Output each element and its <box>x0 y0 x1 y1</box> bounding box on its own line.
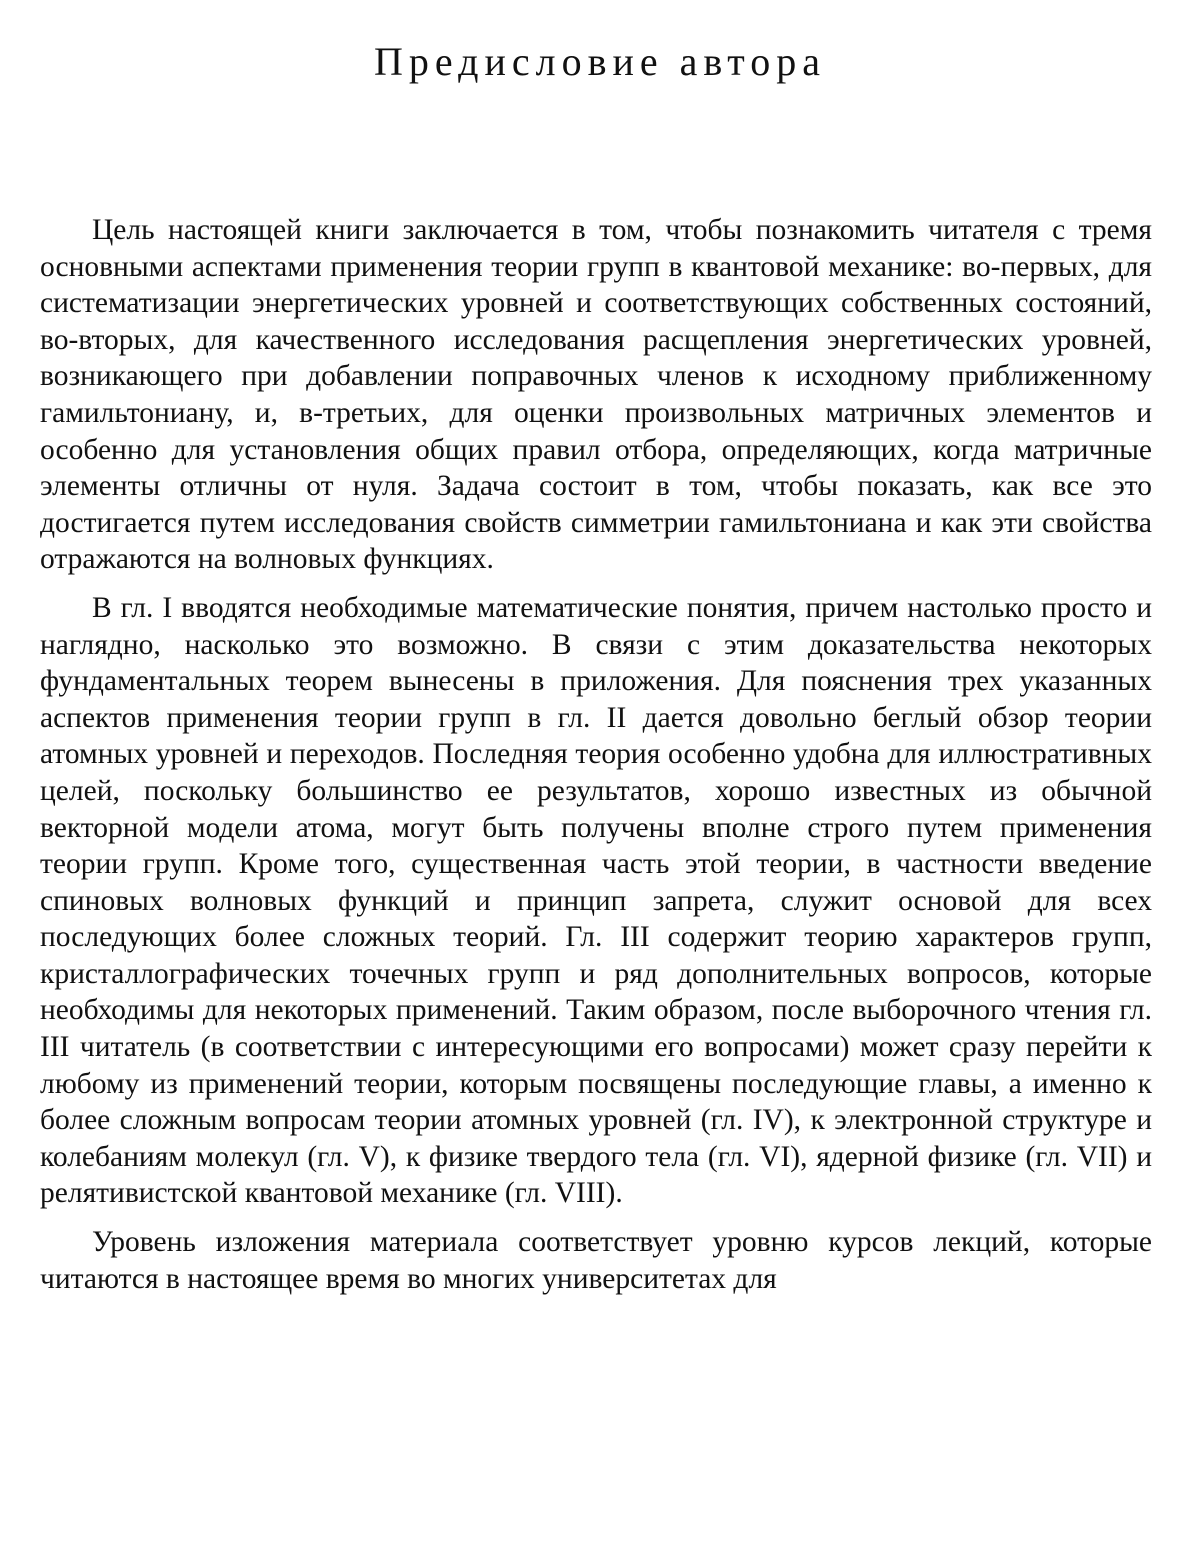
paragraph-3: Уровень изложения материала соответствует уровню курсов лекций, которые читаются в настоящее время во многих университетах для <box>40 1226 1152 1295</box>
paragraph-2: В гл. I вводятся необходимые математические понятия, причем настолько просто и наглядно, насколько это возможно. В связи с этим доказательства некоторых фундаментальных теорем вынесены в приложения. Для пояснения трех указанных аспектов применения теории групп в гл. II дается довольно беглый обзор теории атомных уровней и переходов. Последняя теория особенно удобна для иллюстративных целей, поскольку большинство ее результатов, хорошо известных из обычной векторной модели атома, могут быть получены вполне строго путем применения теории групп. Кроме того, существенная часть этой теории, в частности введение спиновых волновых функций и принцип запрета, служит основой для всех последующих более сложных теорий. Гл. III содержит теорию характеров групп, кристаллографических точечных групп и ряд дополнительных вопросов, которые необходимы для некоторых применений. Таким образом, после выборочного чтения гл. III читатель (в соответствии с интересующими его вопросами) может сразу перейти к любому из применений теории, которым посвящены последующие главы, а именно к более сложным вопросам теории атомных уровней (гл. IV), к электронной структуре и колебаниям молекул (гл. V), к физике твердого тела (гл. VI), ядерной физике (гл. VII) и релятивистской квантовой механике (гл. VIII). <box>40 591 1152 1210</box>
page-title: Предисловие автора <box>374 39 826 84</box>
paragraph-1: Цель настоящей книги заключается в том, чтобы познакомить читателя с тремя основными аспектами применения теории групп в квантовой механике: во-первых, для систематизации энергетических уровней и соответствующих собственных состояний, во-вторых, для качественного исследования расщепления энергетических уровней, возникающего при добавлении поправочных членов к исходному приближенному гамильтониану, и, в-третьих, для оценки произвольных матричных элементов и особенно для установления общих правил отбора, определяющих, когда матричные элементы отличны от нуля. Задача состоит в том, чтобы показать, как все это достигается путем исследования свойств симметрии гамильтониана и как эти свойства отражаются на волновых функциях. <box>40 214 1152 576</box>
preface-body <box>40 212 1152 1309</box>
